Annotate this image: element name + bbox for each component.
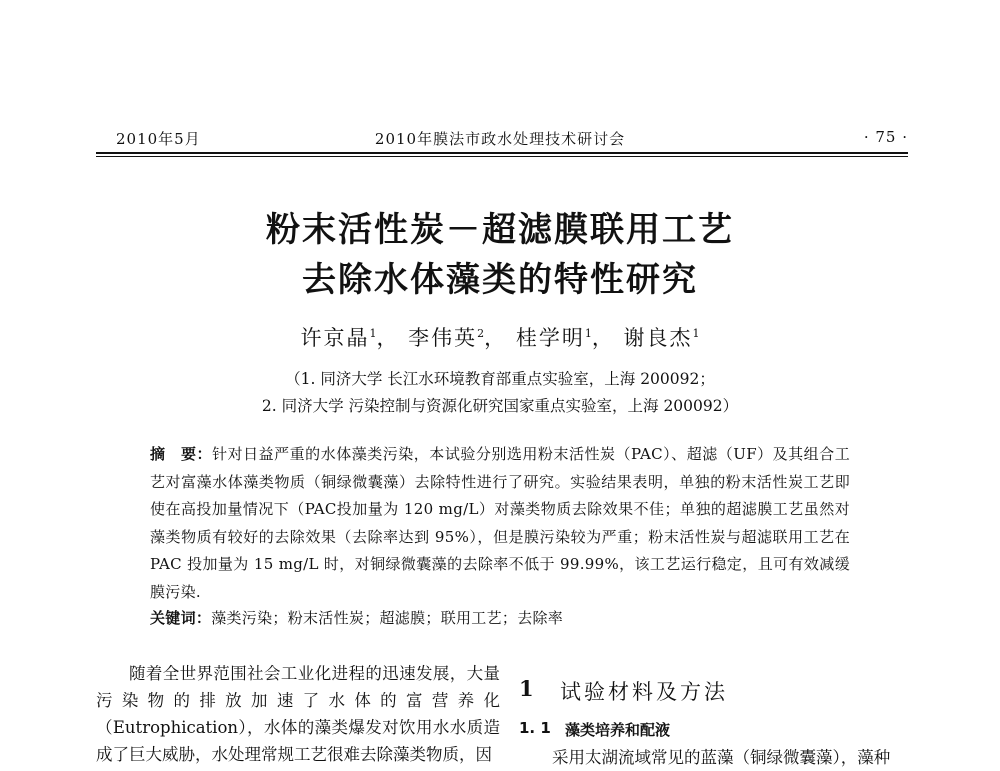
abstract — [150, 441, 850, 606]
section-heading: 试验材料及方法 — [560, 680, 728, 704]
keywords-text: 藻类污染；粉末活性炭；超滤膜；联用工艺；去除率 — [211, 609, 564, 627]
author: 桂学明$^1$， — [515, 326, 615, 350]
author: 许京晶$^1$， — [300, 326, 400, 350]
keywords-label: 关键词： — [150, 609, 212, 627]
header-rule-thin — [96, 156, 908, 157]
abstract-text: 针对日益严重的水体藻类污染，本试验分别选用粉末活性炭（PAC）、超滤（UF）及其组合工艺对富藻水体藻类物质（铜绿微囊藻）去除特性进行了研究。实验结果表明，单独的粉末活性炭工艺即使在高投加量情况下（PAC投加量为 120 mg/L）对藻类物质去除效果不佳；单独的超滤膜工艺虽然对藻类物质有较好的去除效果（去除率达到 95%），但是膜污染较为严重；粉末活性炭与超滤联用工艺在 PAC 投加量为 15 mg/L 时，对铜绿微囊藻的去除率不低于 99.99%，该工艺运行稳定，且可有效减缓膜污染. — [150, 445, 851, 601]
author-list — [0, 322, 1000, 352]
author: 李伟英$^2$， — [408, 326, 508, 350]
subsection-heading: 藻类培养和配液 — [565, 721, 671, 739]
intro-paragraph: 随着全世界范围社会工业化进程的迅速发展，大量污染物的排放加速了水体的富营养化（Eutrophication），水体的藻类爆发对饮用水水质造成了巨大威胁，水处理常规工艺很难去除藻类物质，因 — [96, 664, 500, 764]
affiliation-1: （1. 同济大学 长江水环境教育部重点实验室，上海 200092； — [285, 370, 715, 388]
subsection-number: 1. 1 — [519, 719, 551, 737]
author: 谢良杰$^1$ — [623, 326, 700, 350]
section-number: 1 — [519, 676, 534, 701]
header-date: 2010年5月 — [116, 130, 201, 148]
subsection-paragraph: 采用太湖流域常见的蓝藻（铜绿微囊藻），藻种 — [552, 748, 891, 767]
keywords — [150, 605, 850, 633]
paper-title-line2: 去除水体藻类的特性研究 — [302, 260, 698, 300]
header-page-number: · 75 · — [863, 128, 908, 146]
paper-title-line1: 粉末活性炭－超滤膜联用工艺 — [266, 210, 734, 250]
affiliation-2: 2. 同济大学 污染控制与资源化研究国家重点实验室，上海 200092） — [261, 397, 739, 415]
header-conference: 2010年膜法市政水处理技术研讨会 — [374, 130, 626, 148]
abstract-label: 摘 要： — [150, 445, 213, 463]
header-rule — [96, 152, 908, 154]
